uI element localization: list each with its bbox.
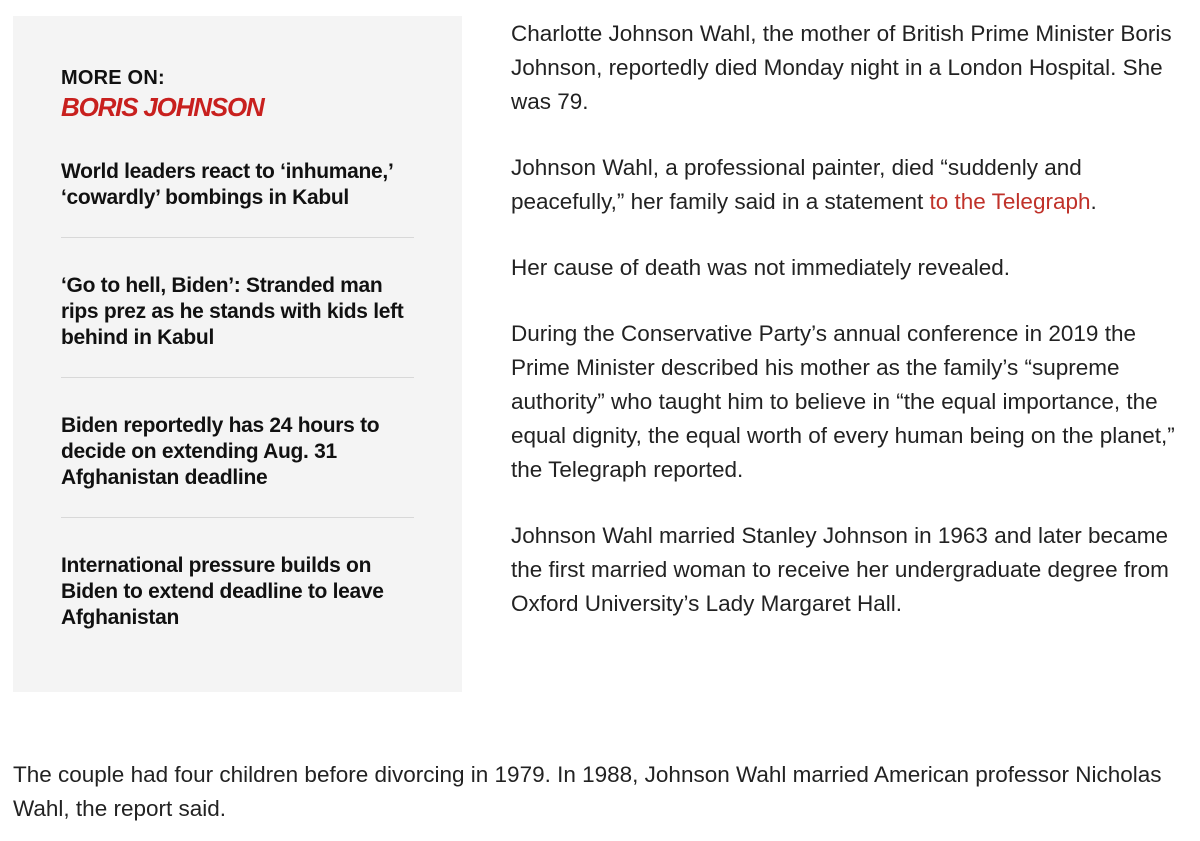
article-paragraph: During the Conservative Party’s annual conference in 2019 the Prime Minister described his mother as the family’s “supreme authority” who taught him to believe in “the equal importance, the equal dignity, the equal worth of every human being on the planet,” the Telegraph reported. (511, 321, 1175, 482)
related-article-link[interactable]: ‘Go to hell, Biden’: Stranded man rips prez as he stands with kids left behind in Kabul (61, 274, 404, 349)
article-paragraph (511, 151, 1191, 219)
article-text: Johnson Wahl, a professional painter, died “suddenly and peacefully,” her family said in a statement (511, 155, 1082, 214)
article-paragraph: Charlotte Johnson Wahl, the mother of British Prime Minister Boris Johnson, reportedly died Monday night in a London Hospital. She was 79. (511, 21, 1172, 114)
related-article-link[interactable]: Biden reportedly has 24 hours to decide on extending Aug. 31 Afghanistan deadline (61, 414, 380, 489)
related-article-item (61, 413, 414, 518)
article-paragraph: Her cause of death was not immediately revealed. (511, 255, 1011, 280)
related-sidebar (13, 16, 462, 692)
related-article-item (61, 553, 414, 657)
article-paragraph: The couple had four children before divorcing in 1979. In 1988, Johnson Wahl married American professor Nicholas Wahl, the report said. (13, 762, 1162, 821)
article-body (511, 17, 1191, 653)
related-article-item (61, 273, 414, 378)
related-articles-list (61, 159, 414, 657)
article-text: . (1090, 189, 1097, 214)
article-paragraph: Johnson Wahl married Stanley Johnson in 1963 and later became the first married woman to receive her undergraduate degree from Oxford University’s Lady Margaret Hall. (511, 523, 1169, 616)
telegraph-link[interactable]: to the Telegraph (929, 189, 1091, 214)
related-article-link[interactable]: International pressure builds on Biden to extend deadline to leave Afghanistan (61, 554, 384, 629)
related-article-item (61, 159, 414, 238)
topic-link-boris-johnson[interactable]: BORIS JOHNSON (61, 92, 264, 122)
more-on-label: MORE ON: (61, 67, 165, 89)
related-article-link[interactable]: World leaders react to ‘inhumane,’ ‘cowardly’ bombings in Kabul (61, 160, 393, 209)
